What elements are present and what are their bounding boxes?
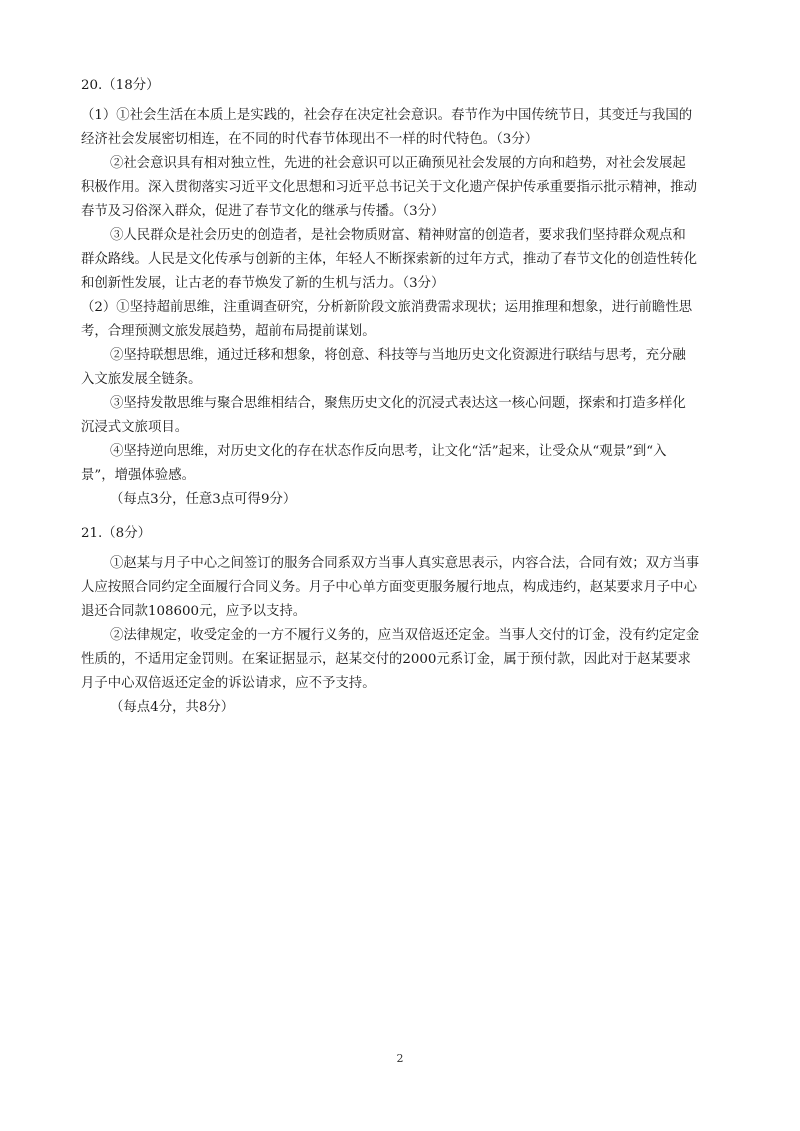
q20-p1-line: （1）①社会生活在本质上是实践的，社会存在决定社会意识。春节作为中国传统节日，其变迁与我国的 [81, 108, 693, 123]
q20-p1-line: ②社会意识具有相对独立性，先进的社会意识可以正确预见社会发展的方向和趋势，对社会发展起 [110, 156, 686, 171]
q21-line: 月子中心双倍返还定金的诉讼请求，应不予支持。 [81, 676, 376, 691]
q20-p1-line: ③人民群众是社会历史的创造者，是社会物质财富、精神财富的创造者，要求我们坚持群众观点和 [110, 228, 686, 243]
q20-heading: 20.（18分） [81, 78, 160, 93]
page-number: 2 [396, 1052, 404, 1065]
q20-p1-line: 群众路线。人民是文化传承与创新的主体，年轻人不断探索新的过年方式，推动了春节文化的创造性转化 [81, 252, 697, 267]
q20-p2-line: 入文旅发展全链条。 [81, 372, 202, 387]
q20-part2 [81, 296, 723, 512]
q21-scoring-note: （每点4分，共8分） [110, 700, 235, 715]
q20-p2-line: ②坚持联想思维，通过迁移和想象，将创意、科技等与当地历史文化资源进行联结与思考，充分融 [110, 348, 686, 363]
q20-p2-line: ④坚持逆向思维，对历史文化的存在状态作反向思考，让文化“活”起来，让受众从“观景”到“入 [110, 444, 667, 459]
q20-p1-line: 经济社会发展密切相连，在不同的时代春节体现出不一样的时代特色。（3分） [81, 132, 539, 147]
q20-p1-line: 和创新性发展，让古老的春节焕发了新的生机与活力。（3分） [81, 276, 445, 291]
q21-line: 人应按照合同约定全面履行合同义务。月子中心单方面变更服务履行地点，构成违约，赵某要求月子中心 [81, 580, 697, 595]
q20-p2-line: （2）①坚持超前思维，注重调查研究，分析新阶段文旅消费需求现状；运用推理和想象，进行前瞻性思 [81, 300, 693, 315]
q21-heading: 21.（8分） [81, 526, 151, 541]
q20-p2-line: 考，合理预测文旅发展趋势，超前布局提前谋划。 [81, 324, 376, 339]
q20-p2-line: ③坚持发散思维与聚合思维相结合，聚焦历史文化的沉浸式表达这一核心问题，探索和打造多样化 [110, 396, 686, 411]
q21-line: ②法律规定，收受定金的一方不履行义务的，应当双倍返还定金。当事人交付的订金，没有约定定金 [110, 628, 700, 643]
q20-part1 [81, 104, 723, 296]
q21-line: 退还合同款108600元，应予以支持。 [81, 604, 307, 619]
q20-p1-line: 积极作用。深入贯彻落实习近平文化思想和习近平总书记关于文化遗产保护传承重要指示批示精神，推动 [81, 180, 697, 195]
q21-line: ①赵某与月子中心之间签订的服务合同系双方当事人真实意思表示，内容合法，合同有效；双方当事 [110, 556, 700, 571]
q20-scoring-note: （每点3分，任意3点可得9分） [110, 492, 297, 507]
q21-line: 性质的，不适用定金罚则。在案证据显示，赵某交付的2000元系订金，属于预付款，因此对于赵某要求 [81, 652, 691, 667]
answer-content [81, 74, 723, 720]
q20-p2-line: 沉浸式文旅项目。 [81, 420, 189, 435]
q20-p2-line: 景”，增强体验感。 [81, 468, 195, 483]
q20-p1-line: 春节及习俗深入群众，促进了春节文化的继承与传播。（3分） [81, 204, 445, 219]
q21-answer [81, 552, 723, 720]
